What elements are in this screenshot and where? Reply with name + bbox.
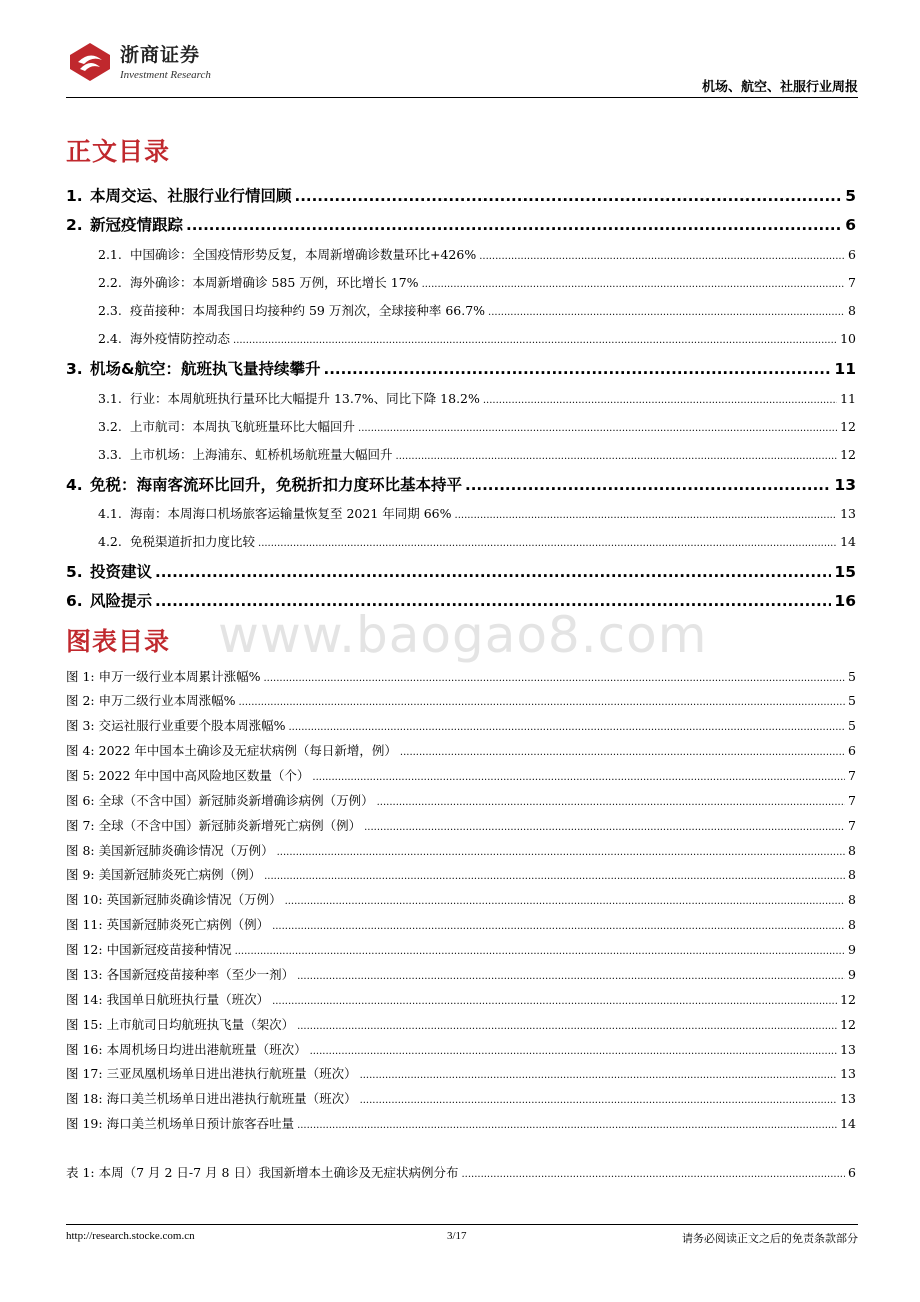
- toc-entry[interactable]: [66, 184, 856, 206]
- figure-entry-page: 7: [848, 793, 856, 808]
- toc-entry-label: 机场&航空：航班执飞量持续攀升: [90, 360, 321, 378]
- figure-entry-page: 9: [848, 942, 856, 957]
- toc-entry-number: 5.: [66, 563, 83, 581]
- leader-dots: [400, 747, 845, 758]
- figure-entry-label: 图 1: 申万一级行业本周累计涨幅%: [66, 669, 261, 684]
- leader-dots: [285, 896, 845, 907]
- page-number: 3/17: [447, 1230, 467, 1242]
- figure-entry[interactable]: [66, 667, 856, 685]
- toc-entry-number: 4.: [66, 476, 83, 494]
- toc-entry[interactable]: [98, 504, 856, 522]
- toc-entry-number: 3.: [66, 360, 83, 378]
- figure-entry-page: 8: [848, 843, 856, 858]
- leader-dots: [235, 946, 845, 957]
- figure-entry-label: 图 11: 英国新冠肺炎死亡病例（例）: [66, 917, 270, 932]
- figure-entry[interactable]: [66, 990, 856, 1008]
- leader-dots: [264, 871, 845, 882]
- toc-entry[interactable]: [98, 273, 856, 291]
- leader-dots: [272, 996, 837, 1007]
- page-header: [66, 36, 858, 98]
- toc-entry-label: 风险提示: [90, 592, 153, 610]
- leader-dots: [297, 1120, 837, 1131]
- toc-entry-label: 免税渠道折扣力度比较: [130, 534, 256, 549]
- toc-entry-page: 14: [840, 534, 856, 549]
- toc-entry-page: 13: [834, 476, 856, 494]
- figure-entry-label: 图 16: 本周机场日均进出港航班量（班次）: [66, 1042, 307, 1057]
- toc-entry-page: 7: [848, 275, 856, 290]
- figure-entry-label: 图 18: 海口美兰机场单日进出港执行航班量（班次）: [66, 1091, 357, 1106]
- leader-dots: [239, 697, 846, 708]
- leader-dots: [277, 847, 845, 858]
- toc-entry-page: 13: [840, 506, 856, 521]
- leader-dots: [186, 216, 842, 234]
- figure-entry-label: 图 5: 2022 年中国中高风险地区数量（个）: [66, 768, 310, 783]
- figure-entry[interactable]: [66, 915, 856, 933]
- figure-entry-page: 8: [848, 917, 856, 932]
- figure-entry-label: 图 6: 全球（不含中国）新冠肺炎新增确诊病例（万例）: [66, 793, 374, 808]
- figure-entry-page: 5: [848, 718, 856, 733]
- toc-entry-label: 行业：本周航班执行量环比大幅提升 13.7%、同比下降 18.2%: [130, 391, 480, 406]
- figures-title: 图表目录: [66, 627, 171, 656]
- toc-entry-number: 3.2.: [98, 419, 122, 434]
- toc-entry-page: 11: [834, 360, 856, 378]
- figure-entry-label: 图 17: 三亚凤凰机场单日进出港执行航班量（班次）: [66, 1066, 357, 1081]
- toc-entry-page: 8: [848, 303, 856, 318]
- leader-dots: [155, 563, 831, 581]
- leader-dots: [297, 971, 845, 982]
- company-name-en: Investment Research: [120, 69, 211, 81]
- figure-entry[interactable]: [66, 865, 856, 883]
- figure-entry-page: 13: [840, 1091, 856, 1106]
- figure-entry-page: 14: [840, 1116, 856, 1131]
- figure-entry[interactable]: [66, 1040, 856, 1058]
- leader-dots: [455, 510, 838, 521]
- toc-entry[interactable]: [98, 532, 856, 550]
- figure-entry[interactable]: [66, 1015, 856, 1033]
- toc-entry-number: 3.3.: [98, 447, 122, 462]
- toc-entry-number: 2.3.: [98, 303, 122, 318]
- figure-entry-page: 8: [848, 867, 856, 882]
- figure-entry[interactable]: [66, 816, 856, 834]
- toc-entry-page: 5: [845, 187, 856, 205]
- leader-dots: [312, 772, 845, 783]
- toc-entry-page: 16: [834, 592, 856, 610]
- figure-entry-label: 图 8: 美国新冠肺炎确诊情况（万例）: [66, 843, 274, 858]
- figure-entry-label: 图 19: 海口美兰机场单日预计旅客吞吐量: [66, 1116, 295, 1131]
- toc-entry[interactable]: [98, 329, 856, 347]
- toc-entry[interactable]: [98, 445, 856, 463]
- table-entry-page: 6: [848, 1165, 856, 1180]
- toc-entry-number: 2.1.: [98, 247, 122, 262]
- leader-dots: [358, 423, 837, 434]
- toc-entry-page: 12: [840, 447, 856, 462]
- figure-entry-page: 13: [840, 1042, 856, 1057]
- leader-dots: [465, 476, 831, 494]
- toc-entry[interactable]: [66, 213, 856, 235]
- figure-entry-page: 8: [848, 892, 856, 907]
- figure-entry-label: 图 14: 我国单日航班执行量（班次）: [66, 992, 270, 1007]
- figure-entry[interactable]: [66, 691, 856, 709]
- figure-entry-page: 13: [840, 1066, 856, 1081]
- toc-title: 正文目录: [66, 137, 171, 166]
- figure-entry-label: 图 10: 英国新冠肺炎确诊情况（万例）: [66, 892, 282, 907]
- leader-dots: [289, 722, 846, 733]
- toc-entry-label: 海南：本周海口机场旅客运输量恢复至 2021 年同期 66%: [130, 506, 452, 521]
- leader-dots: [310, 1046, 838, 1057]
- leader-dots: [272, 921, 845, 932]
- footer-disclaimer: 请务必阅读正文之后的免责条款部分: [682, 1232, 858, 1245]
- figure-entry[interactable]: [66, 716, 856, 734]
- toc-entry-label: 海外疫情防控动态: [130, 331, 231, 346]
- leader-dots: [483, 395, 837, 406]
- toc-entry[interactable]: [98, 389, 856, 407]
- leader-dots: [360, 1095, 838, 1106]
- figure-entry[interactable]: [66, 1064, 856, 1082]
- figure-entry-label: 图 4: 2022 年中国本土确诊及无症状病例（每日新增，例）: [66, 743, 397, 758]
- leader-dots: [297, 1021, 837, 1032]
- figure-entry[interactable]: [66, 841, 856, 859]
- figure-entry[interactable]: [66, 766, 856, 784]
- toc-entry-label: 投资建议: [90, 563, 153, 581]
- toc-entry-page: 11: [840, 391, 856, 406]
- toc-entry-number: 6.: [66, 592, 83, 610]
- figure-entry[interactable]: [66, 890, 856, 908]
- toc-entry-page: 6: [848, 247, 856, 262]
- figure-entry-label: 图 12: 中国新冠疫苗接种情况: [66, 942, 232, 957]
- watermark: www.baogao8.com: [218, 606, 708, 664]
- leader-dots: [422, 279, 845, 290]
- toc-entry-number: 2.2.: [98, 275, 122, 290]
- figure-entry[interactable]: [66, 965, 856, 983]
- figure-entry-label: 图 2: 申万二级行业本周涨幅%: [66, 693, 236, 708]
- toc-entry-number: 1.: [66, 187, 83, 205]
- figure-entry-label: 图 7: 全球（不含中国）新冠肺炎新增死亡病例（例）: [66, 818, 362, 833]
- table-entry[interactable]: [66, 1163, 856, 1181]
- toc-entry-label: 本周交运、社服行业行情回顾: [90, 187, 292, 205]
- toc-entry[interactable]: [66, 473, 856, 495]
- toc-entry[interactable]: [98, 245, 856, 263]
- figure-entry-page: 5: [848, 693, 856, 708]
- toc-entry[interactable]: [98, 417, 856, 435]
- toc-entry[interactable]: [66, 357, 856, 379]
- footer-divider: [66, 1224, 858, 1225]
- figure-entry-label: 图 13: 各国新冠疫苗接种率（至少一剂）: [66, 967, 295, 982]
- figure-entry[interactable]: [66, 940, 856, 958]
- leader-dots: [479, 251, 845, 262]
- company-name-cn: 浙商证券: [120, 44, 201, 66]
- figure-entry-page: 5: [848, 669, 856, 684]
- toc-entry-page: 12: [840, 419, 856, 434]
- toc-entry-label: 上市机场：上海浦东、虹桥机场航班量大幅回升: [130, 447, 393, 462]
- figure-entry[interactable]: [66, 1114, 856, 1132]
- toc-entry-number: 4.1.: [98, 506, 122, 521]
- toc-entry[interactable]: [66, 560, 856, 582]
- figure-entry-label: 图 3: 交运社服行业重要个股本周涨幅%: [66, 718, 286, 733]
- toc-entry-number: 2.4.: [98, 331, 122, 346]
- leader-dots: [396, 451, 838, 462]
- figure-entry-page: 12: [840, 1017, 856, 1032]
- figure-entry[interactable]: [66, 741, 856, 759]
- toc-entry-label: 中国确诊：全国疫情形势反复，本周新增确诊数量环比+426%: [130, 247, 477, 262]
- toc-entry-label: 免税：海南客流环比回升，免税折扣力度环比基本持平: [90, 476, 463, 494]
- figure-entry-page: 12: [840, 992, 856, 1007]
- leader-dots: [233, 335, 837, 346]
- leader-dots: [364, 822, 845, 833]
- report-type: 机场、航空、社服行业周报: [701, 80, 858, 95]
- footer-url[interactable]: http://research.stocke.com.cn: [66, 1230, 195, 1242]
- toc-entry[interactable]: [98, 301, 856, 319]
- leader-dots: [295, 187, 843, 205]
- toc-entry-page: 10: [840, 331, 856, 346]
- figure-entry[interactable]: [66, 1089, 856, 1107]
- toc-entry-page: 6: [845, 216, 856, 234]
- table-entry-label: 表 1: 本周（7 月 2 日-7 月 8 日）我国新增本土确诊及无症状病例分布: [66, 1165, 459, 1180]
- toc-entry-number: 2.: [66, 216, 83, 234]
- toc-entry-number: 4.2.: [98, 534, 122, 549]
- figure-entry-page: 7: [848, 768, 856, 783]
- header-divider: [66, 97, 858, 98]
- toc-entry-label: 海外确诊：本周新增确诊 585 万例，环比增长 17%: [130, 275, 419, 290]
- leader-dots: [324, 360, 832, 378]
- figure-entry-page: 7: [848, 818, 856, 833]
- company-logo-icon: [68, 42, 112, 82]
- figure-entry[interactable]: [66, 791, 856, 809]
- figure-entry-label: 图 9: 美国新冠肺炎死亡病例（例）: [66, 867, 262, 882]
- leader-dots: [462, 1169, 846, 1180]
- toc-entry-label: 新冠疫情跟踪: [90, 216, 184, 234]
- toc-entry-number: 3.1.: [98, 391, 122, 406]
- toc-entry-label: 疫苗接种：本周我国日均接种约 59 万剂次，全球接种率 66.7%: [130, 303, 486, 318]
- leader-dots: [258, 538, 837, 549]
- leader-dots: [264, 673, 846, 684]
- leader-dots: [377, 797, 845, 808]
- leader-dots: [488, 307, 845, 318]
- figure-entry-page: 6: [848, 743, 856, 758]
- toc-entry-label: 上市航司：本周执飞航班量环比大幅回升: [130, 419, 356, 434]
- toc-entry-page: 15: [834, 563, 856, 581]
- leader-dots: [360, 1070, 838, 1081]
- figure-entry-label: 图 15: 上市航司日均航班执飞量（架次）: [66, 1017, 295, 1032]
- figure-entry-page: 9: [848, 967, 856, 982]
